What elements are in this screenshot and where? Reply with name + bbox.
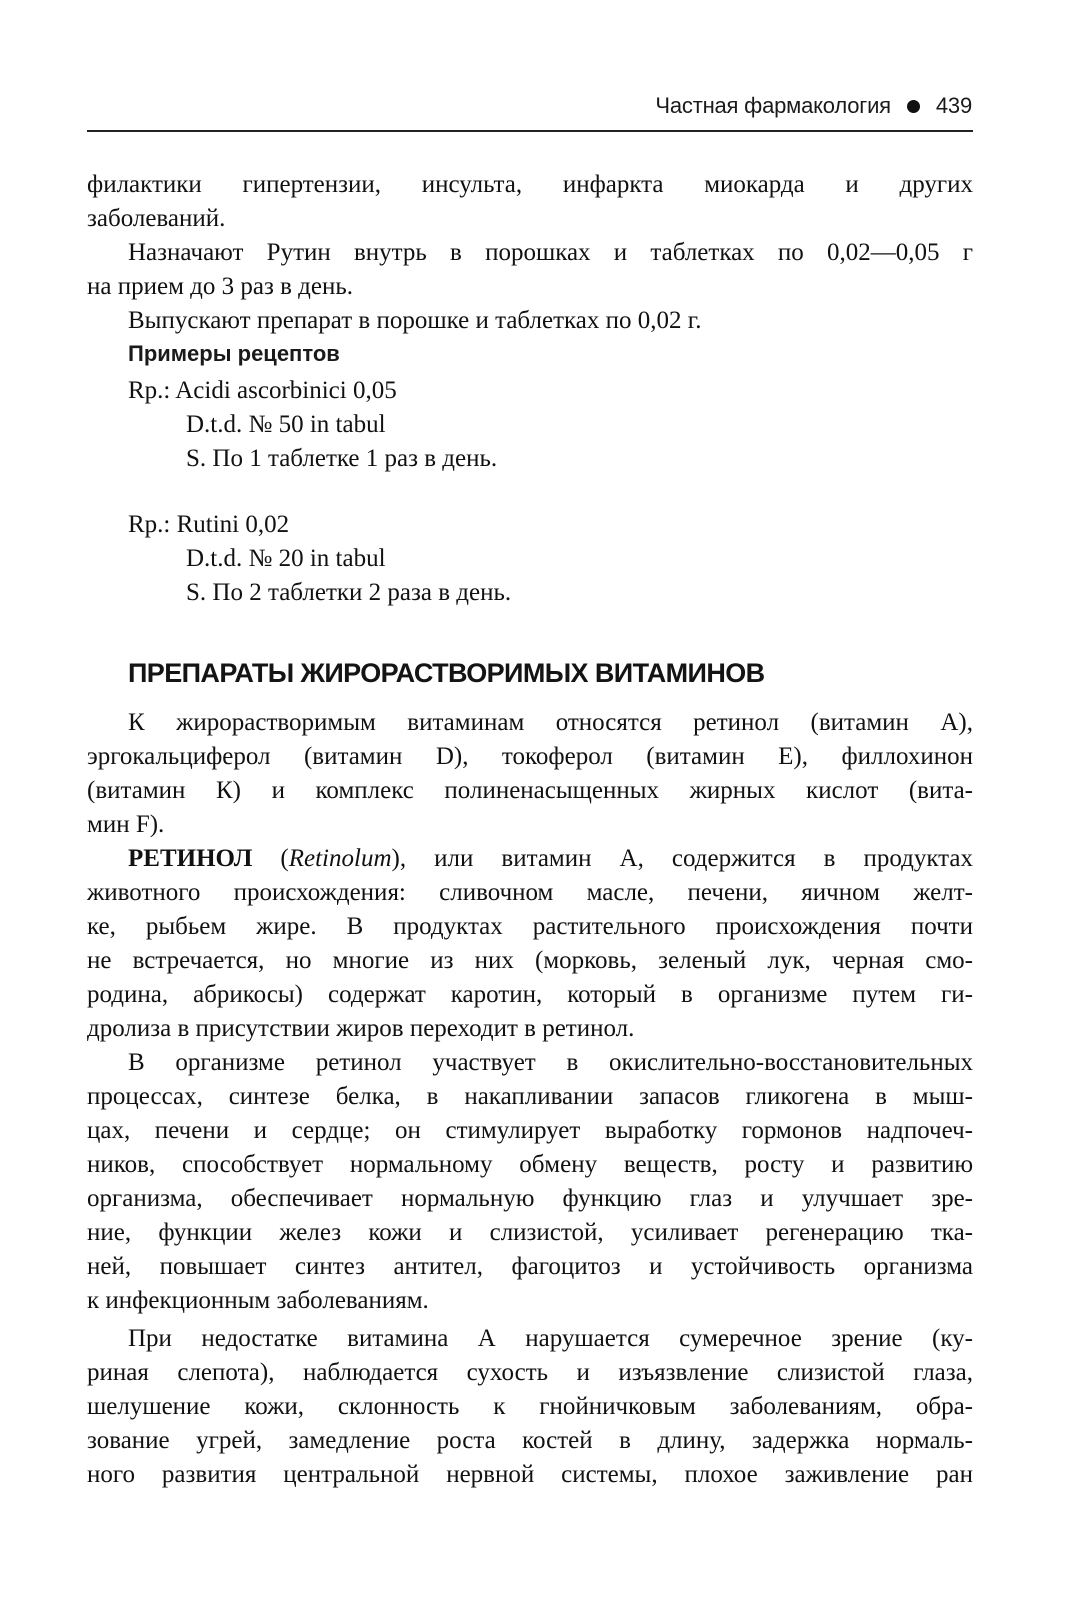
body-line: При недостатке витамина А нарушается сумеречное зрение (ку- — [128, 1325, 973, 1352]
body-line: зование угрей, замедление роста костей в длину, задержка нормаль- — [87, 1427, 973, 1454]
body-line: мин F). — [87, 811, 165, 838]
running-title: Частная фармакология — [655, 93, 891, 118]
body-line: животного происхождения: сливочном масле, печени, яичном желт- — [87, 879, 973, 906]
body-line: (витамин К) и комплекс полиненасыщенных жирных кислот (вита- — [87, 777, 973, 804]
latin-name: Retinolum — [288, 845, 392, 872]
body-line: дролиза в присутствии жиров переходит в ретинол. — [87, 1015, 635, 1042]
body-line: к инфекционным заболеваниям. — [87, 1287, 429, 1314]
body-line: не встречается, но многие из них (морковь, зеленый лук, черная смо- — [87, 947, 973, 974]
page-number: 439 — [935, 93, 972, 118]
body-line: цах, печени и сердце; он стимулирует выработку гормонов надпочеч- — [87, 1117, 973, 1144]
body-line: Выпускают препарат в порошке и таблетках по 0,02 г. — [128, 307, 702, 334]
body-line: В организме ретинол участвует в окислительно-восстановительных — [128, 1049, 973, 1076]
body-line: К жирорастворимым витаминам относятся ретинол (витамин А), — [128, 709, 973, 736]
body-line: шелушение кожи, склонность к гнойничковым заболеваниям, обра- — [87, 1393, 973, 1420]
body-line: эргокальциферол (витамин D), токоферол (витамин Е), филлохинон — [87, 743, 973, 770]
body-line: риная слепота), наблюдается сухость и изъязвление слизистой глаза, — [87, 1359, 973, 1386]
body-line: родина, абрикосы) содержат каротин, который в организме путем ги- — [87, 981, 973, 1008]
body-line: ней, повышает синтез антител, фагоцитоз и устойчивость организма — [87, 1253, 973, 1280]
section-heading: ПРЕПАРАТЫ ЖИРОРАСТВОРИМЫХ ВИТАМИНОВ — [128, 658, 765, 688]
header-rule — [87, 130, 973, 132]
body-line: ного развития центральной нервной системы, плохое заживление ран — [87, 1461, 973, 1488]
body-line: ние, функции желез кожи и слизистой, усиливает регенерацию тка- — [87, 1219, 973, 1246]
recipe-dtd-line: D.t.d. № 20 in tabul — [186, 545, 386, 572]
body-line: на прием до 3 раз в день. — [87, 273, 353, 300]
recipe-dtd-line: D.t.d. № 50 in tabul — [186, 411, 386, 438]
recipe-signa-line: S. По 1 таблетке 1 раз в день. — [186, 445, 498, 472]
retinol-lead-line: РЕТИНОЛ (Retinolum), или витамин А, содержится в продуктах — [128, 845, 974, 872]
recipe-rp-line: Rp.: Acidi ascorbinici 0,05 — [128, 377, 397, 404]
body-line: процессах, синтезе белка, в накапливании запасов гликогена в мыш- — [87, 1083, 973, 1110]
body-line: ников, способствует нормальному обмену веществ, росту и развитию — [87, 1151, 973, 1178]
bullet-separator — [907, 100, 920, 113]
running-header — [655, 93, 972, 119]
recipe-rp-line: Rp.: Rutini 0,02 — [128, 511, 290, 538]
body-line: филактики гипертензии, инсульта, инфаркта миокарда и других — [87, 171, 973, 198]
recipes-heading: Примеры рецептов — [128, 341, 340, 366]
body-line: ке, рыбьем жире. В продуктах растительного происхождения почти — [87, 913, 973, 940]
body-line: Назначают Рутин внутрь в порошках и таблетках по 0,02—0,05 г — [128, 239, 973, 266]
body-line: организма, обеспечивает нормальную функцию глаз и улучшает зре- — [87, 1185, 973, 1212]
retinol-term: РЕТИНОЛ — [128, 845, 253, 872]
recipe-signa-line: S. По 2 таблетки 2 раза в день. — [186, 579, 512, 606]
body-line: заболеваний. — [87, 205, 226, 232]
